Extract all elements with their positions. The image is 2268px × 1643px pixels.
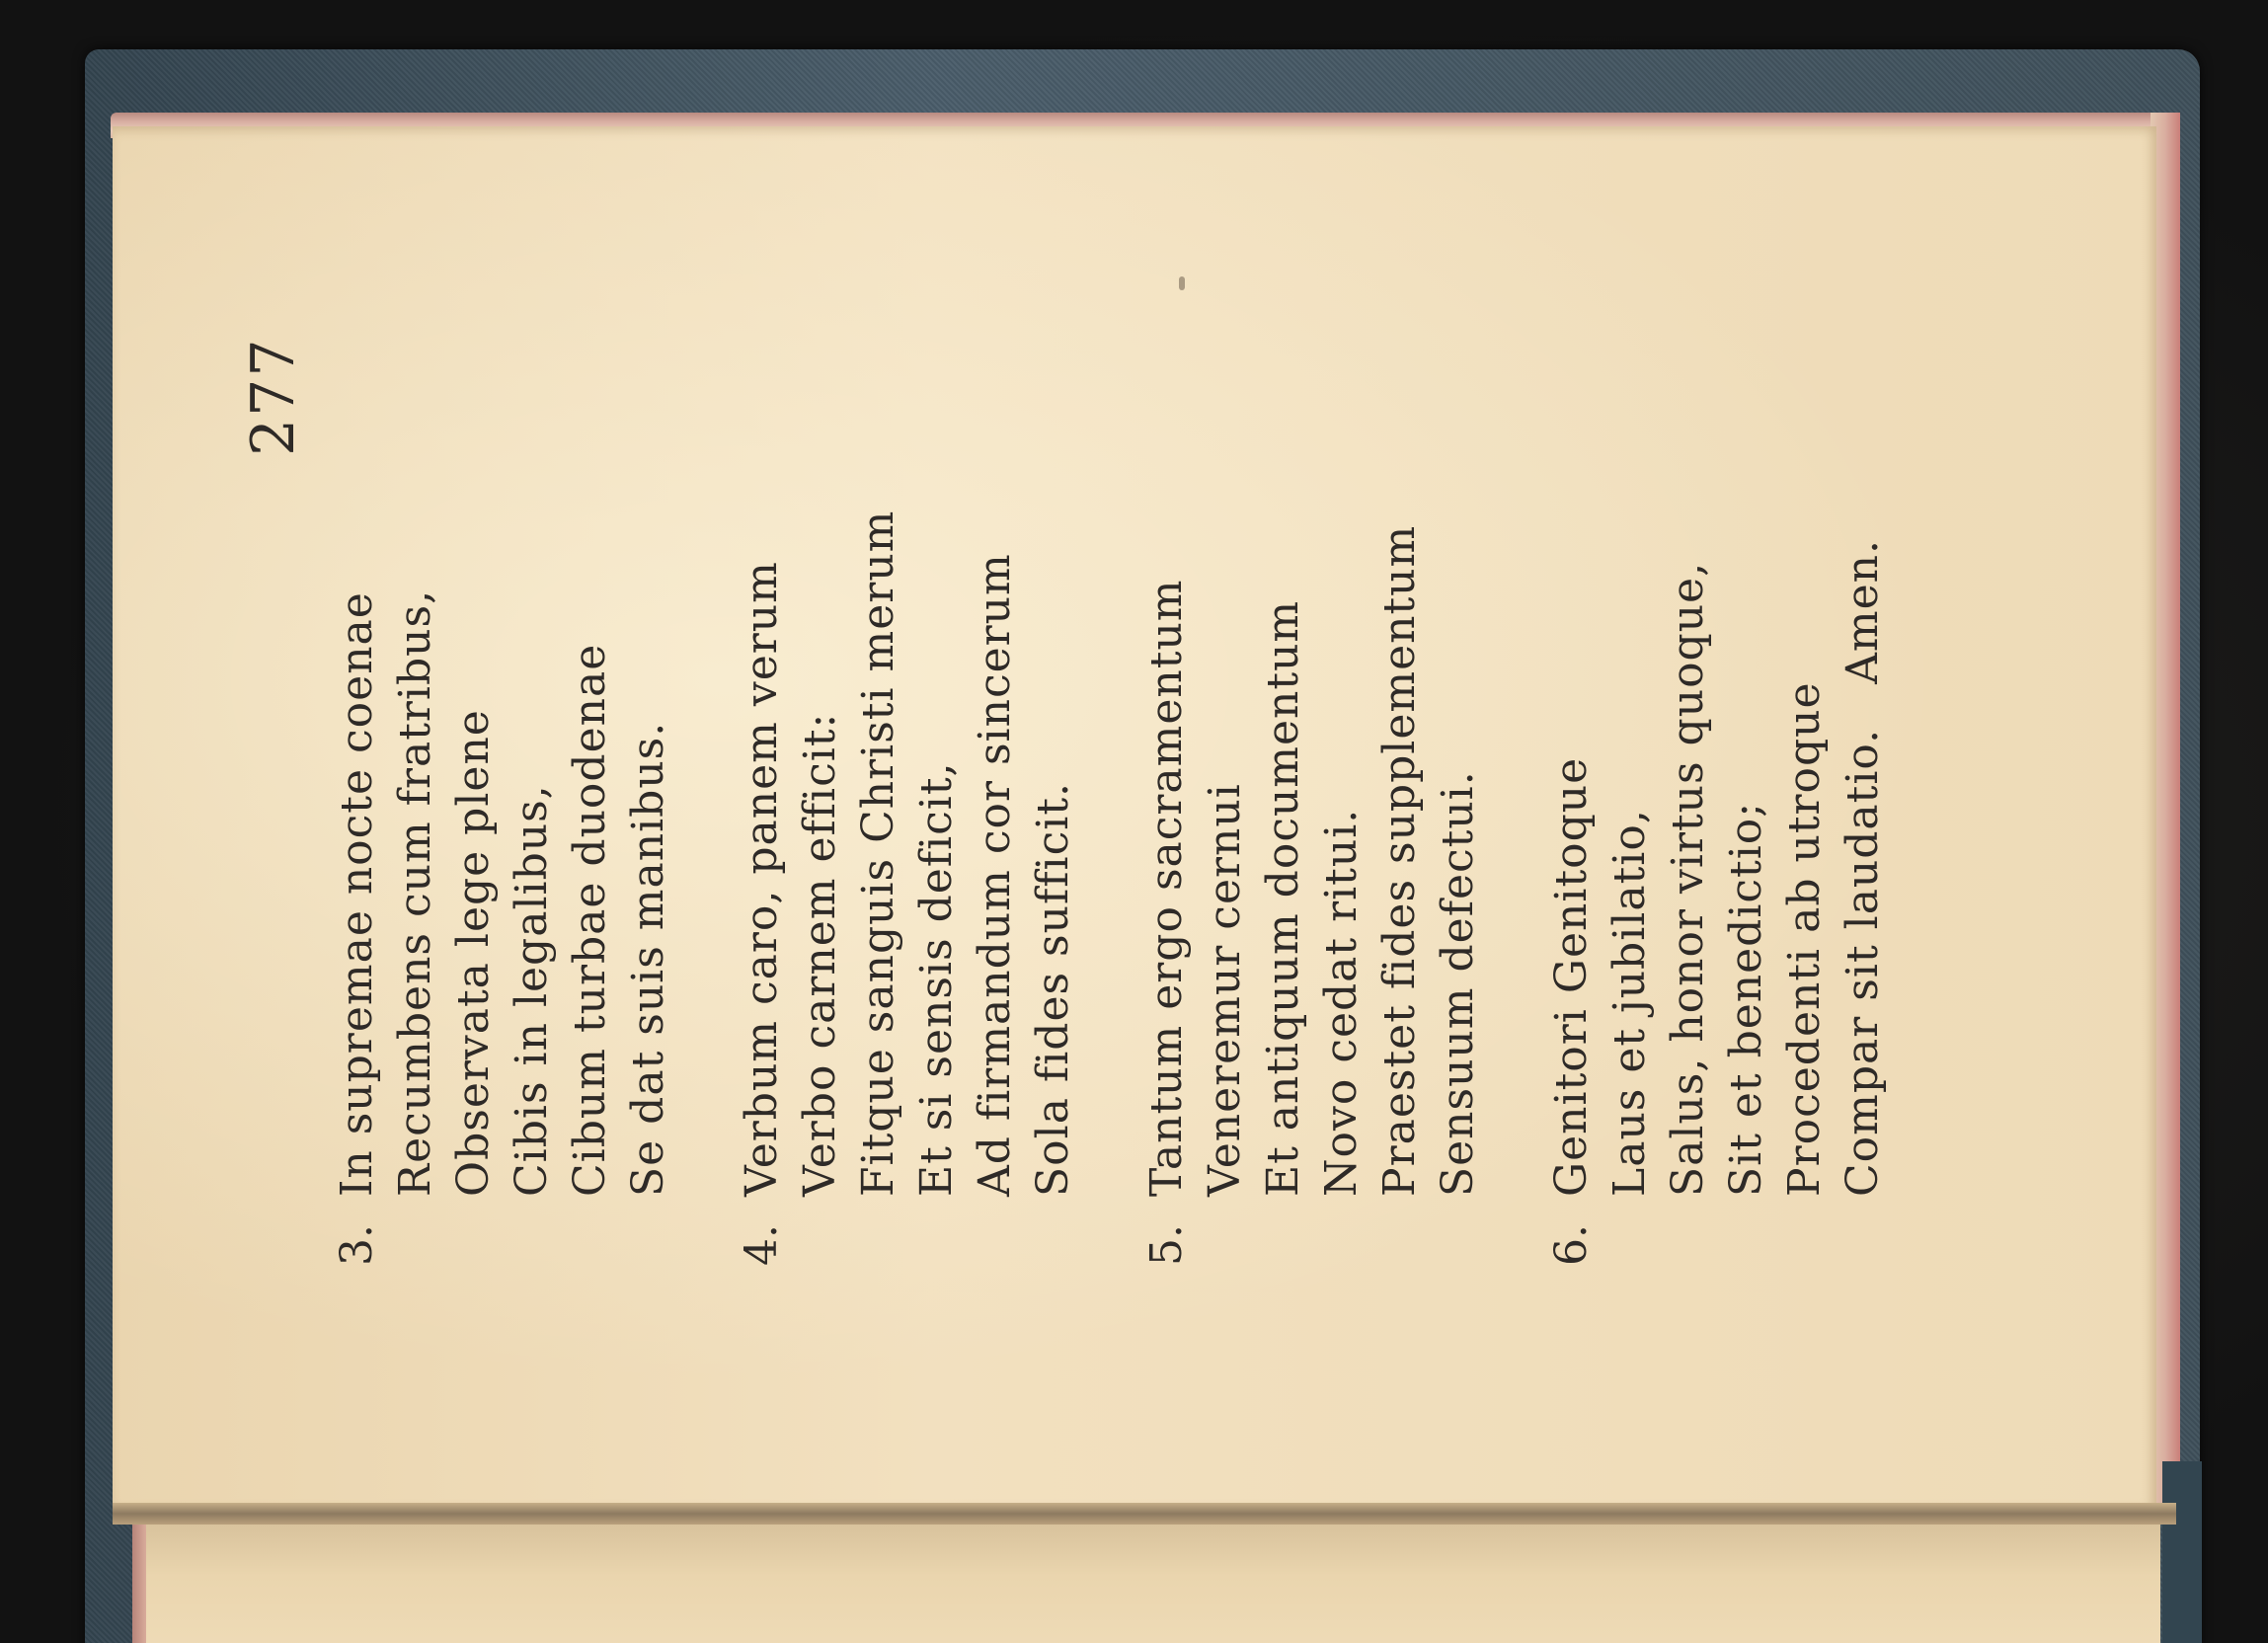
verse-line: Praestet fides supplementum — [1374, 524, 1425, 1197]
verse-line: Cibum turbae duodenae — [565, 643, 615, 1197]
hymn-text-block — [239, 0, 2075, 1335]
verse-line: Ad firmandum cor sincerum — [970, 553, 1020, 1197]
verse-number: 3. — [332, 1224, 382, 1266]
verse-number: 4. — [737, 1224, 787, 1266]
verse-line: Compar sit laudatio. Amen. — [1838, 539, 1888, 1197]
verse-line: Verbo carnem efficit: — [795, 712, 845, 1197]
verse-line: Salus, honor virtus quoque, — [1663, 561, 1713, 1197]
page-number: 277 — [239, 337, 308, 456]
verse-line: Sit et benedictio; — [1721, 801, 1771, 1197]
verse-lines — [1137, 525, 1487, 1197]
verse-line: Veneremur cernui — [1200, 783, 1250, 1197]
verse-line: Recumbens cum fratribus, — [390, 588, 440, 1197]
verse-line: Novo cedat ritui. — [1316, 808, 1367, 1197]
verse-line: Observata lege plene — [448, 709, 499, 1197]
verse-lines — [1542, 539, 1892, 1197]
verse-lines — [328, 589, 677, 1197]
verse-line: Sensuum defectui. — [1433, 770, 1483, 1197]
verse-line: Sola fides sufficit. — [1028, 782, 1078, 1197]
verse-number: 5. — [1141, 1224, 1192, 1266]
next-page — [146, 1521, 2160, 1643]
verse-number: 6. — [1546, 1224, 1597, 1266]
verse-line: Laus et jubilatio, — [1604, 809, 1655, 1197]
verse-line: Tantum ergo sacramentum — [1141, 579, 1192, 1197]
verse-line: Genitori Genitoque — [1546, 756, 1597, 1197]
spine-cloth — [2162, 1461, 2202, 1643]
verse-line: In supremae nocte coenae — [332, 591, 382, 1197]
verse-line: Fitque sanguis Christi merum — [853, 509, 903, 1197]
verse-line: Verbum caro, panem verum — [737, 561, 787, 1197]
verse-line: Cibis in legalibus, — [507, 784, 557, 1197]
verse-line: Et si sensis deficit, — [911, 761, 962, 1197]
verse-lines — [733, 510, 1082, 1197]
verse-line: Se dat suis manibus. — [623, 721, 673, 1197]
verse-line: Et antiquum documentum — [1258, 599, 1308, 1197]
verse-line: Procedenti ab utroque — [1779, 681, 1830, 1197]
book-gutter — [113, 1503, 2176, 1525]
